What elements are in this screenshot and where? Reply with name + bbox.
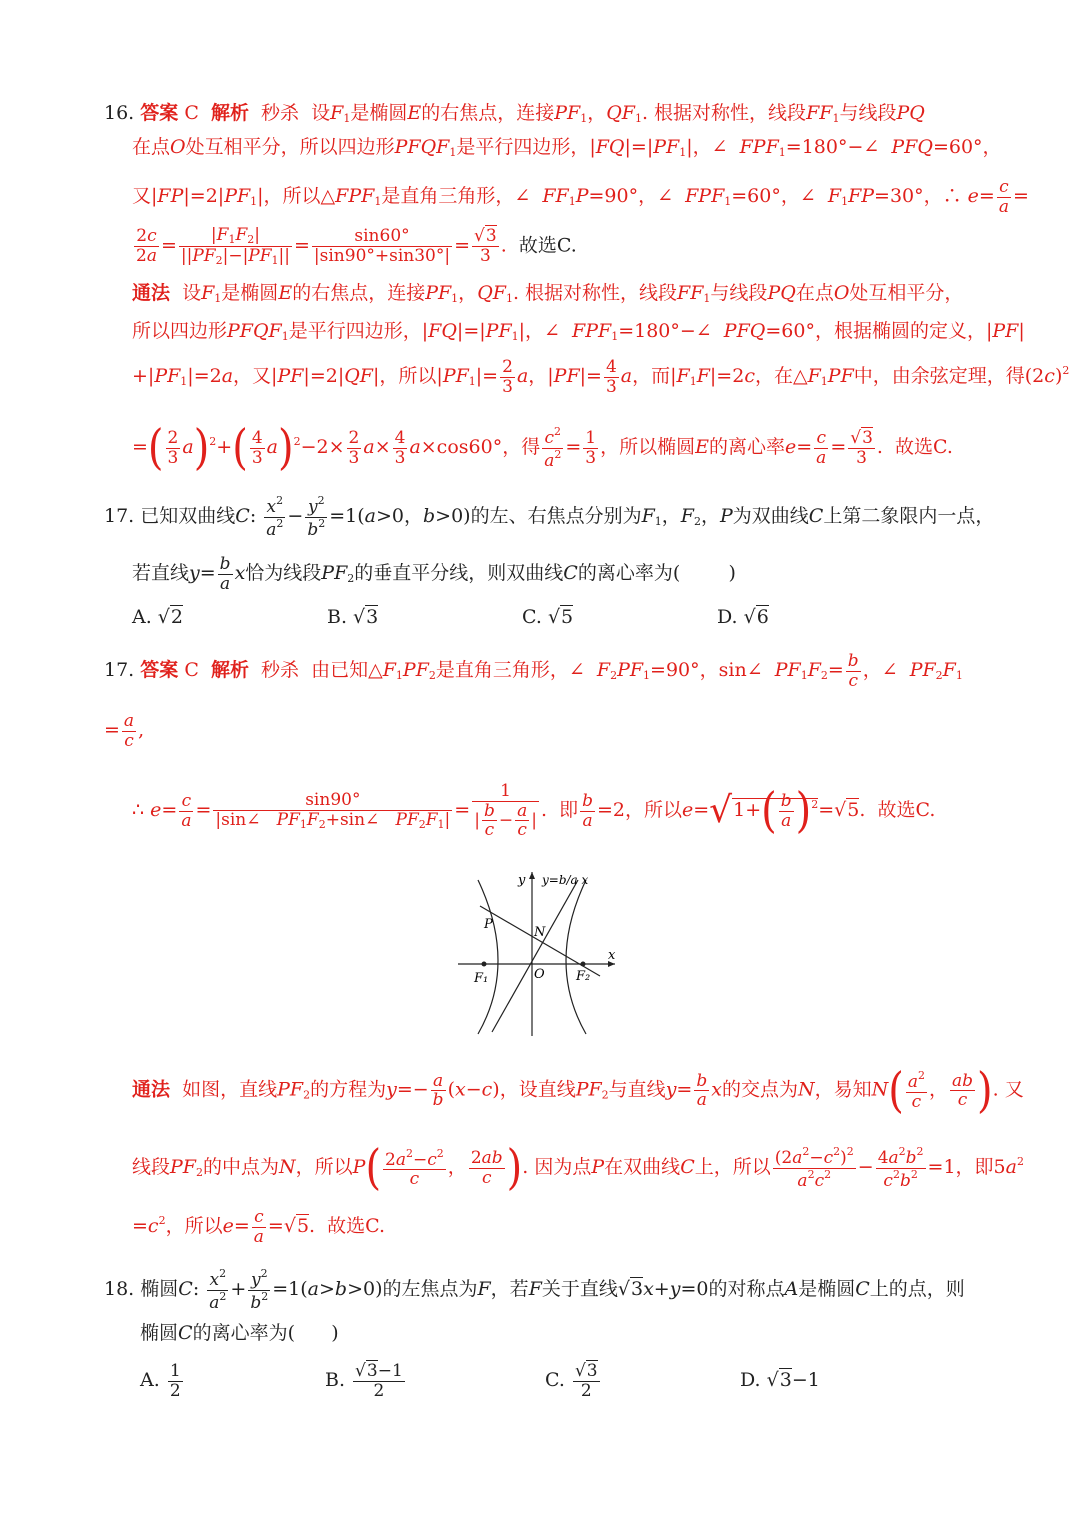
q16-answer-line-7: $+|PF_1|=2a$，又|PF|=2|QF|，所以$|PF_1|=$ $\frac{2}{3}$ a，|PF|= $\frac{4}{3}$ a，而$|F_1F|=2c$，在$\triangle F_1PF$中，由余弦定理，得$(2c)^2$ [132,357,1070,397]
q17-answer-line-1: 17. 答案 C 解析 秒杀 由已知$\triangle F_1PF_2$是直角三角形，∠ $F_2PF_1=90^\circ$，sin∠ $PF_1F_2=$ $\frac{b}{c}$ ，∠ $PF_2F_1$ [104,651,963,691]
q18-option-a[interactable]: A. $\frac{1}{2}$ [140,1361,181,1401]
q16-answer-line-2: 在点O处互相平分，所以四边形$PFQF_1$是平行四边形，$|FQ|=|PF_1|$，∠ $FPF_1=180^\circ-\angle$ PFQ=60°， [132,136,1002,159]
q16-answer-line-1: 16. 答案 C 解析 秒杀 设$F_1$是椭圆E的右焦点，连接$PF_1$，$QF_1$. 根据对称性，线段$FF_1$与线段PQ [104,102,925,125]
q16-answer-line-3: 又$|FP|=2|PF_1|$，所以$\triangle FPF_1$是直角三角形，∠ $FF_1P=90^\circ$，∠ $FPF_1=60^\circ$，∠ $F_1FP=30^\circ$，∴ e= $\frac{c}{a}$ = [132,177,1029,217]
q17-options [132,608,912,627]
q17-option-c[interactable]: C. √5 [522,606,574,628]
q18-option-b[interactable]: B. $\frac{√3-1}{2}$ [325,1361,403,1401]
q17-option-a[interactable]: A. √2 [132,606,184,628]
hyperbola-figure [450,866,625,1038]
q18-options [140,1362,935,1400]
label-n: N [534,925,546,940]
q17-option-b[interactable]: B. √3 [327,606,379,628]
q17-answer-line-4: 通法 如图，直线$PF_2$的方程为y=− $\frac{a}{b}$ (x−c)，设直线$PF_2$与直线y= $\frac{b}{a}$ x的交点为N，易知N( $\frac{a^2}{c}$ ， $\frac{ab}{c}$ ). 又 [132,1063,1024,1119]
hyperbola-right-branch [566,880,586,1034]
label-x: x [608,948,616,963]
label-f2: F₂ [576,969,591,984]
label-y: y [518,873,526,888]
q18-option-c[interactable]: C. $\frac{√3}{2}$ [545,1361,598,1401]
q16-answer-line-8: =( $\frac{2}{3}$ a)$^2$+( $\frac{4}{3}$ a)$^2$−2× $\frac{2}{3}$ a× $\frac{4}{3}$ a×cos60°，得 $\frac{c^2}{a^2}$ = $\frac{1}{3}$ ，所以椭圆E的离心率e= $\frac{c}{a}$ = $\frac{√3}{3}$ . 故选C. [132,420,953,476]
label-f1: F₁ [474,971,489,986]
label-p: P [484,917,493,932]
q17-stem-line-1: 17. 已知双曲线C: $\frac{x^2}{a^2}$ − $\frac{y^2}{b^2}$ =1(a>0，b>0)的左、右焦点分别为$F_1$，$F_2$，P为双曲线C上第二象限内一点， [104,494,995,540]
label-line-eq: y=b/a x [542,873,589,887]
q16-answer-line-5: 通法 设$F_1$是椭圆E的右焦点，连接$PF_1$，$QF_1$. 根据对称性，线段$FF_1$与线段PQ在点O处互相平分， [132,282,964,305]
q17-stem-line-2: 若直线y= $\frac{b}{a}$ x恰为线段$PF_2$的垂直平分线，则双曲线C的离心率为( ) [132,554,736,594]
q16-answer-line-6: 所以四边形$PFQF_1$是平行四边形，$|FQ|=|PF_1|$，∠ $FPF_1=180^\circ-\angle$ PFQ=60°，根据椭圆的定义，|PF| [132,320,1025,343]
q17-answer-line-5: 线段$PF_2$的中点为N，所以P( $\frac{2a^2-c^2}{c}$ ， $\frac{2ab}{c}$ ). 因为点P在双曲线C上，所以 $\frac{(2a^2-c^2)^2}{a^2c^2}$ − $\frac{4a^2b^2}{c^2b^2}$ =1，即$5a^2$ [132,1140,1024,1196]
q17-option-d[interactable]: D. √6 [717,606,769,628]
label-o: O [534,967,545,982]
q17-answer-line-6: $=c^2$，所以e= $\frac{c}{a}$ =√5. 故选C. [132,1207,386,1247]
q18-stem-line-1: 18. 椭圆C: $\frac{x^2}{a^2}$ + $\frac{y^2}{b^2}$ =1(a>b>0)的左焦点为F，若F关于直线√3x+y=0的对称点A是椭圆C上的点，则 [104,1267,965,1313]
q16-answer-line-4: $\frac{2c}{2a}$ = $\frac{|F_1F_2|}{||PF_2|-|PF_1||}$ = $\frac{\sin 60^\circ}{|\sin 90^\circ+\sin 30^\circ|}$ = $\frac{√3}{3}$ . 故选C. [136,225,577,268]
q17-answer-line-3: ∴ e= $\frac{c}{a}$ = $\frac{\sin 90^\circ}{|\sin\angle PF_1F_2+\sin\angle PF_2F_1|}$ = 1 | $\frac{b}{c}$ − $\frac{a}{c}$ | . 即 $\frac{b}{a}$ =2，所以e=√1+( $\frac{b}{a}$ )$^2$=√5. 故选C. [132,781,936,841]
q17-answer-line-2: = $\frac{a}{c}$ , [104,711,145,751]
q18-stem-line-2: 椭圆C的离心率为( ) [140,1322,339,1344]
q18-option-d[interactable]: D. √3−1 [740,1369,820,1392]
hyperbola-left-branch [478,880,498,1034]
